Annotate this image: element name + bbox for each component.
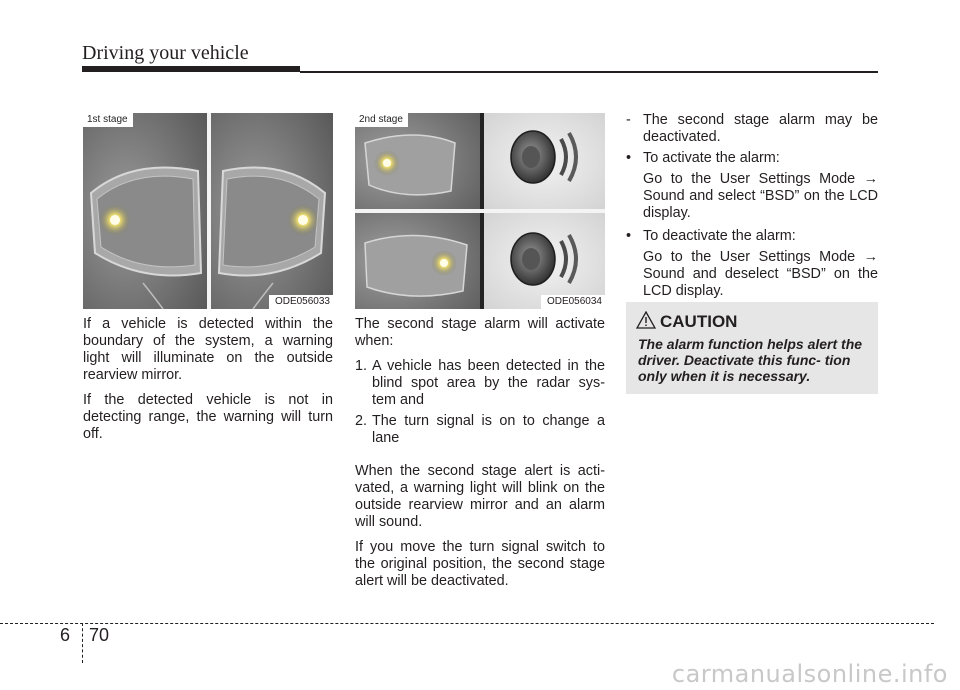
figure-second-stage <box>355 113 605 309</box>
condition-list <box>355 358 605 447</box>
paragraph: If you move the turn signal switch to the original position, the second stage alert will be deactivated. <box>355 539 605 589</box>
paragraph: When the second stage alert is acti- vated, a warning light will blink on the outside rearview mirror and an alarm will sound. <box>355 463 605 530</box>
list-item-text: The turn signal is on to change a lane <box>372 413 605 446</box>
dash-marker: - <box>626 112 631 128</box>
first-stage-illustration <box>83 113 333 309</box>
bullet-label: To deactivate the alarm: <box>643 228 796 244</box>
column-3-text <box>626 112 878 306</box>
paragraph: If a vehicle is detected within the boundary of the system, a warning light will illuminate on the outside rearview mirror. <box>83 316 333 383</box>
header-rule-thin <box>300 71 878 73</box>
list-number: 1. <box>355 358 368 374</box>
figure-stage-label: 1st stage <box>83 113 133 127</box>
figure-stage-label: 2nd stage <box>355 113 408 127</box>
list-item <box>355 413 605 447</box>
list-number: 2. <box>355 413 368 429</box>
figure-first-stage <box>83 113 333 309</box>
watermark: carmanualsonline.info <box>671 660 948 688</box>
paragraph: If the detected vehicle is not in detecting range, the warning will turn off. <box>83 392 333 442</box>
bullet-marker: • <box>626 228 632 244</box>
warning-triangle-icon <box>636 311 656 329</box>
list-item <box>355 358 605 409</box>
bullet-item <box>626 150 878 167</box>
bullet-item <box>626 228 878 245</box>
deactivate-instructions: Go to the User Settings Mode → Sound and deselect “BSD” on the LCD display. <box>643 249 878 299</box>
footer-rule <box>0 623 934 624</box>
list-item-text: A vehicle has been detected in the blind spot area by the radar sys- tem and <box>372 358 605 408</box>
header-rule-thick <box>82 66 300 72</box>
caution-text: The alarm function helps alert the driver. Deactivate this func- tion only when it is necessary. <box>638 336 863 384</box>
bullet-label: To activate the alarm: <box>643 150 780 166</box>
caution-box <box>626 302 878 394</box>
figure-code: ODE056034 <box>541 295 605 309</box>
column-2-text <box>355 316 605 598</box>
note-text: The second stage alarm may be deactivated. <box>643 112 878 145</box>
note-item <box>626 112 878 146</box>
second-stage-illustration <box>355 113 605 309</box>
column-1-text <box>83 316 333 451</box>
page-header-title: Driving your vehicle <box>82 42 249 64</box>
activate-instructions: Go to the User Settings Mode → Sound and select “BSD” on the LCD display. <box>643 171 878 221</box>
page-number: 70 <box>89 625 110 645</box>
bullet-marker: • <box>626 150 632 166</box>
footer-divider <box>82 623 83 663</box>
paragraph: The second stage alarm will activate when: <box>355 316 605 349</box>
caution-title: CAUTION <box>660 312 738 331</box>
chapter-number: 6 <box>60 625 71 645</box>
figure-code: ODE056033 <box>269 295 333 309</box>
